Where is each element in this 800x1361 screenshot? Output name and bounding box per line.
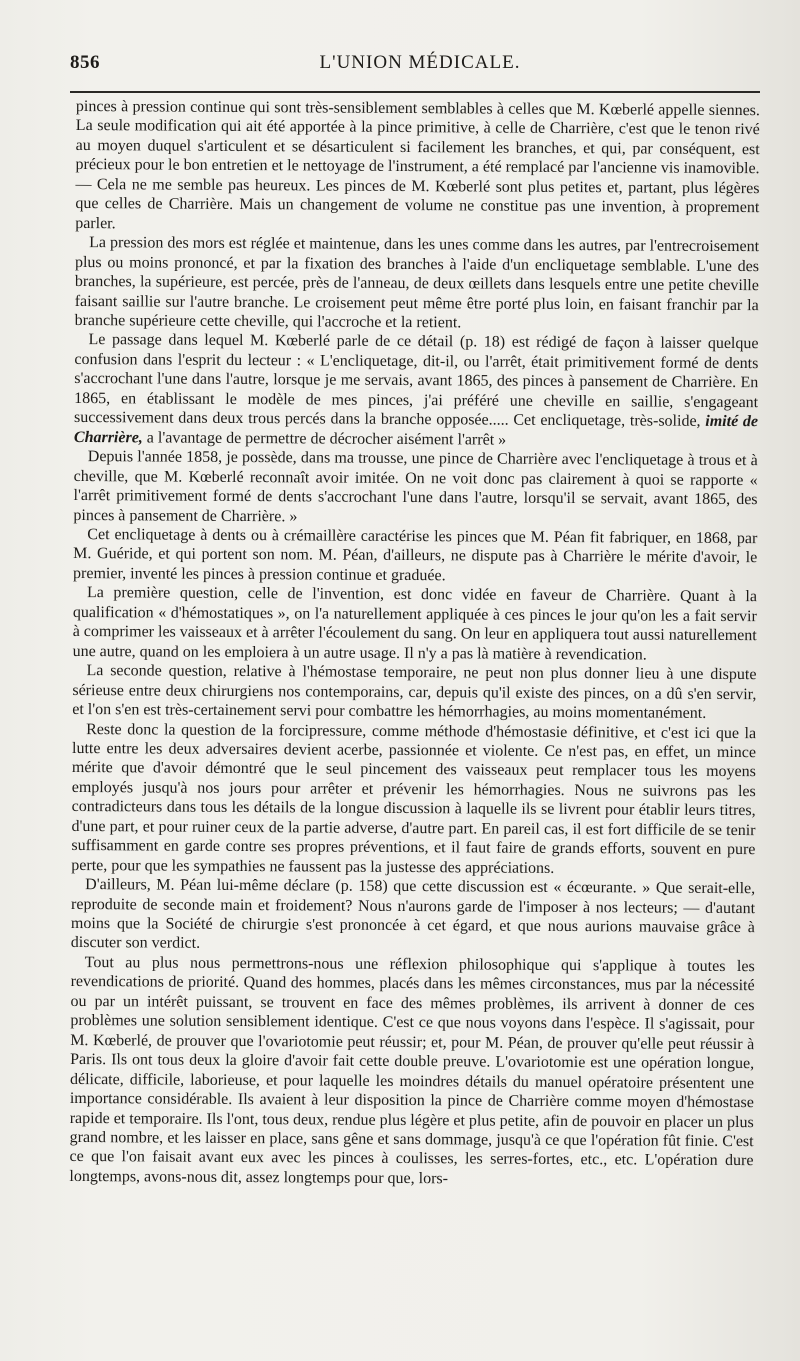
paragraph-text: Le passage dans lequel M. Kœberlé parle de ce détail (p. 18) est rédigé de façon à laisser quelque confusion dans l'esprit du lecteur : « L'encliquetage, dit-il, ou l'arrêt, était primitivement formé de dents s'accrochant l'une dans l'autre, lorsque je me servais, avant 1865, des pinces à pansement de Charrière. En 1865, en établissant le modèle de mes pinces, j'ai préféré une cheville en saillie, s'engageant successivement dans deux trous percés dans la branche opposée..... Cet encliquetage, très-solide, bbox=[73, 331, 759, 431]
paragraph: Tout au plus nous permettrons-nous une réflexion philosophique qui s'applique à toutes les revendications de priorité. Quand des hommes, placés dans les mêmes circonstances, mus par la nécessité ou par un intérêt puissant, se trouvent en face des mêmes problèmes, ils arrivent à donner de ces problèmes une solution sensiblement identique. C'est ce que nous voyons dans l'espèce. Il s'agissait, pour M. Kœberlé, de prouver que l'ovariotomie peut réussir; et, pour M. Péan, de prouver qu'elle peut réussir à Paris. Ils ont tous deux la gloire d'avoir fait cette double preuve. L'ovariotomie est une opération longue, délicate, difficile, laborieuse, et pour laquelle les moindres détails du manuel opératoire présentent une importance considérable. Ils avaient à leur disposition la pince de Charrière comme moyen d'hémostase rapide et temporaire. Ils l'ont, tous deux, rendue plus légère et plus petite, afin de pouvoir en placer un plus grand nombre, et les laisser en place, sans gêne et sans dommage, jusqu'à ce que l'opération fût finie. C'est ce que l'on faisait avant eux avec les pinces à coulisses, les serres-fortes, etc., etc. L'opération dure longtemps, avons-nous dit, assez longtemps pour que, lors- bbox=[69, 954, 755, 1188]
paragraph: La première question, celle de l'invention, est donc vidée en faveur de Charrière. Quant à la qualification « d'hémostatiques », on l'a naturellement appliquée à ces pinces le jour qu'on les a fait servir à comprimer les vaisseaux et à arrêter l'écoulement du sang. On leur en appliquera tout aussi naturellement une autre, quand on les emploiera à un autre usage. Il n'y a pas là matière à revendication. bbox=[72, 584, 758, 664]
paragraph: La seconde question, relative à l'hémostase temporaire, ne peut non plus donner lieu à une dispute sérieuse entre deux chirurgiens nos contemporains, car, depuis qu'il existe des pinces, on a dû s'en servir, et l'on s'en est très-certainement servi pour combattre les hémorrhagies, au moins momentanément. bbox=[72, 662, 757, 722]
paragraph: Cet encliquetage à dents ou à crémaillère caractérise les pinces que M. Péan fit fabriquer, en 1868, par M. Guéride, et qui portent son nom. M. Péan, d'ailleurs, ne dispute pas à Charrière le mérite d'avoir, le premier, inventé les pinces à pression continue et graduée. bbox=[73, 526, 758, 585]
page-number: 856 bbox=[70, 52, 100, 73]
paragraph: Reste donc la question de la forcipressure, comme méthode d'hémostasie définitive, et c'est ici que la lutte entre les deux adversaires devient acerbe, passionnée et violente. Ce n'est pas, en effet, un mince mérite que d'avoir démontré que le seul pincement des vaisseaux peut remplacer tous les moyens employés jusqu'à nos jours pour arrêter et prévenir les hémorrhagies. Nous ne suivrons pas les contradicteurs dans tous les détails de la longue discussion à laquelle ils se livrent pour établir leurs titres, d'une part, et pour ruiner ceux de la partie adverse, d'autre part. En pareil cas, il est fort difficile de se tenir suffisamment en garde contre ses propres préventions, et il faut faire de grands efforts, souvent en pure perte, pour que les sympathies ne faussent pas la justesse des appréciations. bbox=[71, 720, 757, 877]
page-header bbox=[70, 52, 770, 82]
paragraph: La pression des mors est réglée et maintenue, dans les unes comme dans les autres, par l'entrecroisement plus ou moins prononcé, et par la fixation des branches à l'aide d'un encliquetage semblable. L'une des branches, la supérieure, est percée, près de l'anneau, de deux œillets dans lesquels entre une petite cheville faisant saillie sur l'autre branche. Le croisement peut même être porté plus loin, en faisant franchir par la branche supérieure cette cheville, qui l'accroche et la retient. bbox=[74, 234, 760, 332]
paragraph: D'ailleurs, M. Péan lui-même déclare (p. 158) que cette discussion est « écœurante. » Que serait-elle, reproduite de seconde main et froidement? Nous n'aurons garde de l'imposer à nos lecteurs; — d'autant moins que la Société de chirurgie s'est prononcée à cet égard, et que nous aurions mauvaise grâce à discuter son verdict. bbox=[70, 876, 756, 953]
paragraph: pinces à pression continue qui sont très-sensiblement semblables à celles que M. Kœberlé appelle siennes. La seule modification qui ait été apportée à la pince primitive, à celle de Charrière, c'est que le tenon rivé au moyen duquel s'articulent et se désarticulent si facilement les branches, et qui, par conséquent, est précieux pour le bon entretien et le nettoyage de l'instrument, a été remplacé par l'ancienne vis inamovible. — Cela ne me semble pas heureux. Les pinces de M. Kœberlé sont plus petites et, partant, plus légères que celles de Charrière. Mais un changement de volume ne constitue pas une invention, à proprement parler. bbox=[75, 97, 760, 232]
paragraph bbox=[74, 330, 759, 451]
article-body bbox=[69, 97, 760, 1191]
paragraph: Depuis l'année 1858, je possède, dans ma trousse, une pince de Charrière avec l'encliquetage à trous et à cheville, que M. Kœberlé reconnaît avoir imitée. On ne voit donc pas clairement à quoi se rapporte « l'arrêt primitivement formé de dents s'accrochant l'une dans l'autre, lorsqu'il se servait, avant 1865, des pinces à pansement de Charrière. » bbox=[73, 448, 758, 525]
paragraph-text: a l'avantage de permettre de décrocher aisément l'arrêt » bbox=[142, 429, 507, 449]
running-title: L'UNION MÉDICALE. bbox=[319, 52, 521, 73]
header-rule bbox=[70, 91, 760, 93]
emphasized-text: imité de Charrière, bbox=[73, 413, 759, 447]
